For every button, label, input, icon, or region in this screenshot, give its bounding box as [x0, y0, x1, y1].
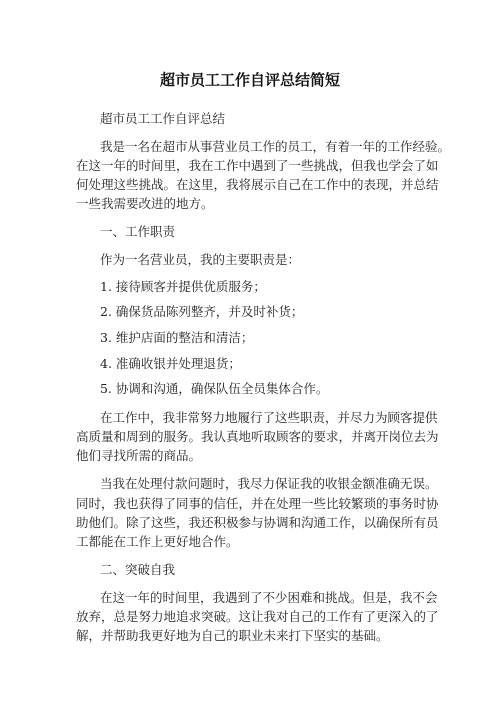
paragraph-line: 工都能在工作上更好地合作。	[76, 534, 239, 549]
intro-line: 在这一年的时间里，我在工作中遇到了一些挑战，但我也学会了如	[76, 158, 439, 173]
paragraph-line: 在这一年的时间里，我遇到了不少困难和挑战。但是，我不会	[100, 590, 438, 605]
paragraph-line: 高质量和周到的服务。我认真地听取顾客的要求，并离开岗位去为	[76, 429, 439, 444]
paragraph-line: 在工作中，我非常努力地履行了这些职责，并尽力为顾客提供	[100, 410, 438, 425]
document-subtitle: 超市员工工作自评总结	[100, 111, 226, 126]
paragraph-line: 同时，我也获得了同事的信任，并在处理一些比较繁琐的事务时协	[76, 496, 439, 511]
intro-line: 一些我需要改进的地方。	[76, 196, 214, 211]
intro-line: 何处理这些挑战。在这里，我将展示自己在工作中的表现，并总结	[76, 177, 439, 192]
intro-line: 我是一名在超市从事营业员工作的员工，有着一年的工作经验。	[100, 139, 451, 154]
duties-intro: 作为一名营业员，我的主要职责是：	[100, 252, 301, 267]
paragraph-line: 解，并帮助我更好地为自己的职业未来打下坚实的基础。	[76, 628, 389, 643]
paragraph-line: 放弃，总是努力地追求突破。这让我对自己的工作有了更深入的了	[76, 609, 439, 624]
duty-list-item: 4. 准确收银并处理退货；	[100, 356, 241, 371]
document-title: 超市员工工作自评总结简短	[159, 71, 340, 89]
duty-list-item: 3. 维护店面的整洁和清洁；	[100, 330, 254, 345]
section-heading-breakthrough: 二、突破自我	[100, 562, 176, 577]
paragraph-line: 他们寻找所需的商品。	[76, 448, 202, 463]
duty-list-item: 2. 确保货品陈列整齐，并及时补货；	[100, 304, 304, 319]
duty-list-item: 5. 协调和沟通，确保队伍全员集体合作。	[100, 381, 329, 396]
duty-list-item: 1. 接待顾客并提供优质服务；	[100, 279, 266, 294]
paragraph-line: 助他们。除了这些，我还积极参与协调和沟通工作，以确保所有员	[76, 515, 439, 530]
section-heading-duties: 一、工作职责	[100, 224, 176, 239]
paragraph-line: 当我在处理付款问题时，我尽力保证我的收银金额准确无误。	[100, 476, 438, 491]
